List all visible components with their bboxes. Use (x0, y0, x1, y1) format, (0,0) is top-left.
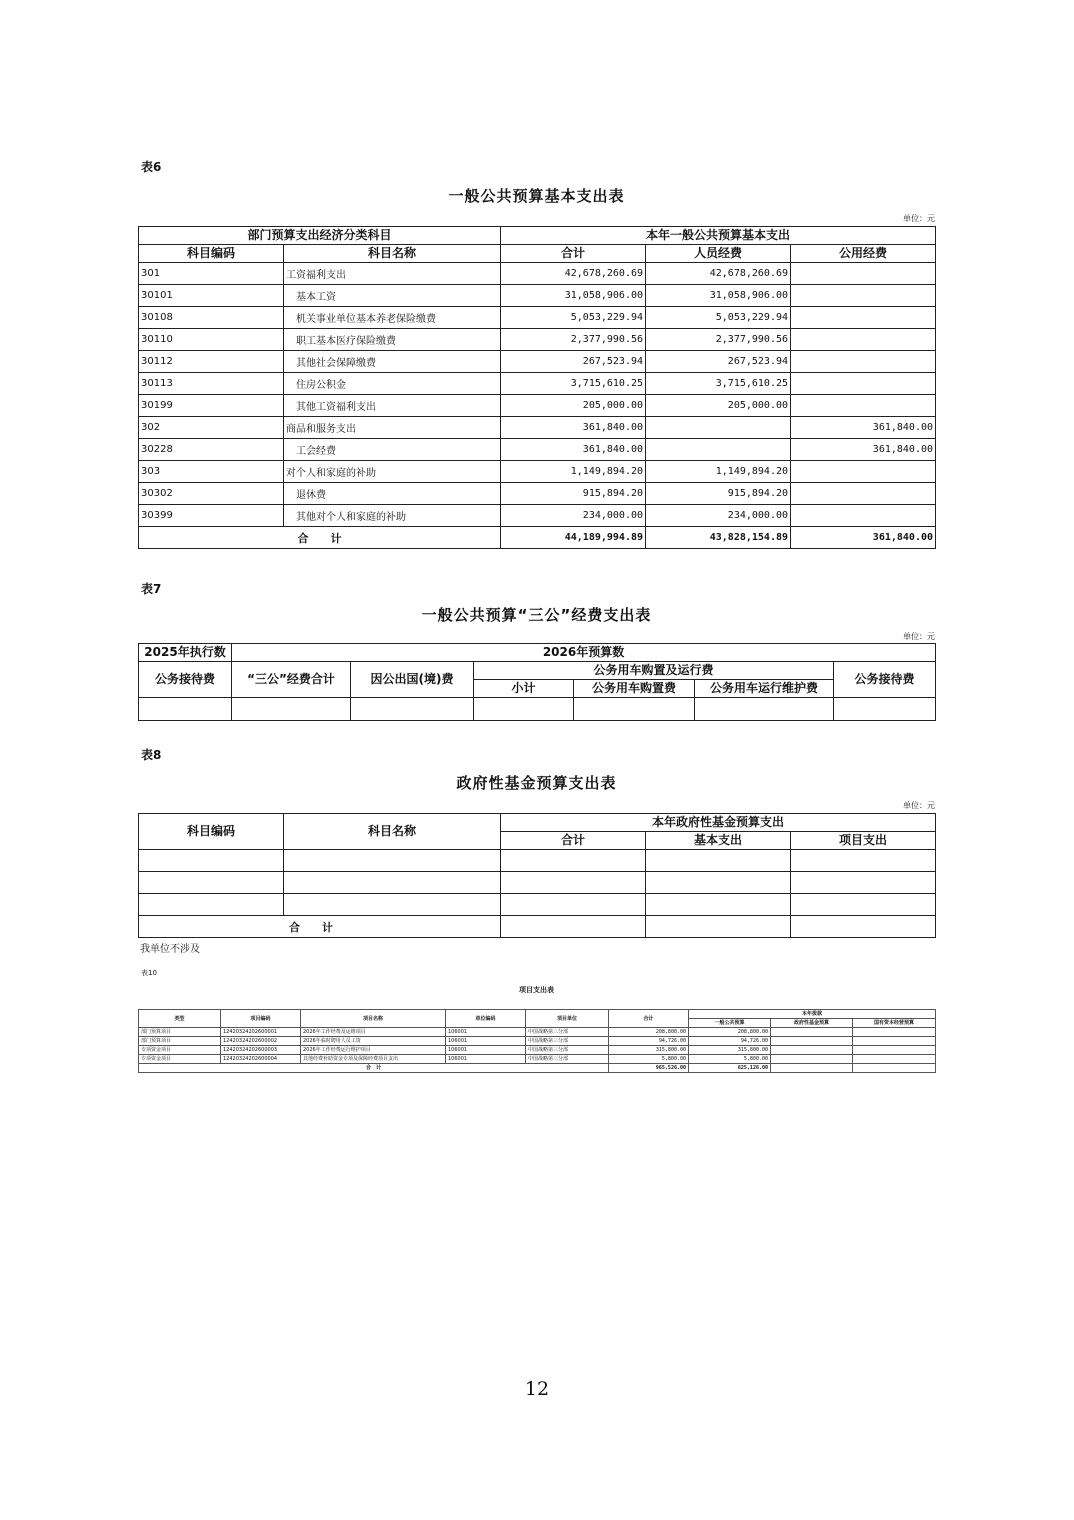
table6-cell-code: 30399 (139, 505, 284, 527)
table6-row (139, 329, 936, 351)
table9-cell-state-capital (853, 1055, 936, 1064)
table6-cell-public (791, 263, 936, 285)
table6-row (139, 505, 936, 527)
table9-cell-proj-code: 12420324202600002 (221, 1037, 301, 1046)
table9-col-unit-code: 单位编码 (446, 1010, 526, 1028)
table9-col-type: 类型 (139, 1010, 221, 1028)
table6-cell-personnel: 267,523.94 (646, 351, 791, 373)
table8-empty-row (139, 872, 936, 894)
table9-row (139, 1037, 936, 1046)
table9-col-general: 一般公共预算 (689, 1019, 771, 1028)
table9-cell-proj-code: 12420324202600004 (221, 1055, 301, 1064)
table6-cell-code: 30101 (139, 285, 284, 307)
table9-cell-unit-code: 106001 (446, 1055, 526, 1064)
table9-cell-unit-name: 中国战略第三分部 (526, 1028, 609, 1037)
table6-cell-public: 361,840.00 (791, 417, 936, 439)
table6-total-personnel: 43,828,154.89 (646, 527, 791, 549)
table9-col-proj-name: 项目名称 (301, 1010, 446, 1028)
table9-cell-unit-name: 中国战略第三分部 (526, 1046, 609, 1055)
table9-col-total: 合计 (609, 1010, 689, 1028)
table6-col-personnel: 人员经费 (646, 245, 791, 263)
table9 (138, 1009, 936, 1073)
table9-col-gov-fund: 政府性基金预算 (771, 1019, 853, 1028)
table6-unit: 单位：元 (903, 214, 935, 223)
table6-cell-public (791, 307, 936, 329)
table6-cell-personnel: 915,894.20 (646, 483, 791, 505)
table8-note: 我单位不涉及 (140, 944, 200, 955)
table6-cell-code: 30108 (139, 307, 284, 329)
table9-cell-proj-name: 2026年临时聘用人员工资 (301, 1037, 446, 1046)
table9-cell-total: 94,726.00 (609, 1037, 689, 1046)
table9-cell-type: 专项资金项目 (139, 1046, 221, 1055)
table9-row (139, 1046, 936, 1055)
table9-cell-proj-name: 2026年工作经费及运维项目 (301, 1028, 446, 1037)
table8-col-code: 科目编码 (139, 814, 284, 850)
table6-col-total: 合计 (501, 245, 646, 263)
table6-cell-total: 3,715,610.25 (501, 373, 646, 395)
table8-empty-row (139, 850, 936, 872)
table6-total-label: 合 计 (139, 527, 501, 549)
table6-cell-code: 303 (139, 461, 284, 483)
table7 (138, 643, 936, 721)
table6-cell-total: 267,523.94 (501, 351, 646, 373)
table6-cell-name: 机关事业单位基本养老保险缴费 (284, 307, 501, 329)
table9-cell-proj-name: 其他经费补助资金专项及保障经费项目支出 (301, 1055, 446, 1064)
table6-cell-public (791, 351, 936, 373)
table6-cell-personnel: 3,715,610.25 (646, 373, 791, 395)
table6-label: 表6 (141, 160, 162, 174)
table6-title: 一般公共预算基本支出表 (448, 187, 625, 205)
table6-cell-personnel: 31,058,906.00 (646, 285, 791, 307)
table6-total-total: 44,189,994.89 (501, 527, 646, 549)
table9-cell-state-capital (853, 1028, 936, 1037)
table6-cell-public (791, 505, 936, 527)
table6-cell-public (791, 395, 936, 417)
table6-cell-name: 对个人和家庭的补助 (284, 461, 501, 483)
table6 (138, 226, 936, 549)
table9-cell-state-capital (853, 1037, 936, 1046)
table6-cell-personnel (646, 439, 791, 461)
table6-row (139, 439, 936, 461)
table9-cell-unit-name: 中国战略第三分部 (526, 1037, 609, 1046)
table9-cell-total: 315,800.00 (609, 1046, 689, 1055)
table9-cell-type: 专项资金项目 (139, 1055, 221, 1064)
table6-cell-name: 其他社会保障缴费 (284, 351, 501, 373)
table7-col-vehicle-group: 公务用车购置及运行费 (474, 662, 834, 680)
table6-row (139, 461, 936, 483)
table6-group-left: 部门预算支出经济分类科目 (139, 227, 501, 245)
table9-cell-total: 208,800.00 (609, 1028, 689, 1037)
table8-total-label: 合 计 (139, 916, 501, 938)
table9-cell-proj-code: 12420324202600001 (221, 1028, 301, 1037)
table6-cell-name: 工资福利支出 (284, 263, 501, 285)
table6-cell-total: 361,840.00 (501, 439, 646, 461)
table9-cell-gov-fund (771, 1037, 853, 1046)
table6-row (139, 395, 936, 417)
table6-cell-total: 361,840.00 (501, 417, 646, 439)
table6-row (139, 351, 936, 373)
table6-cell-personnel (646, 417, 791, 439)
table6-cell-name: 基本工资 (284, 285, 501, 307)
table6-cell-personnel: 234,000.00 (646, 505, 791, 527)
table6-col-code: 科目编码 (139, 245, 284, 263)
table9-cell-general: 315,800.00 (689, 1046, 771, 1055)
table6-col-name: 科目名称 (284, 245, 501, 263)
table7-col-sangong-total: “三公”经费合计 (232, 662, 351, 698)
table6-cell-public (791, 483, 936, 505)
table6-cell-total: 2,377,990.56 (501, 329, 646, 351)
table7-col-reception-right: 公务接待费 (834, 662, 936, 698)
table6-cell-total: 5,053,229.94 (501, 307, 646, 329)
table9-cell-gov-fund (771, 1028, 853, 1037)
table6-cell-personnel: 2,377,990.56 (646, 329, 791, 351)
table7-col-vehicle-purchase: 公务用车购置费 (574, 680, 695, 698)
table7-year-exec: 2025年执行数 (139, 644, 232, 662)
page-number: 12 (524, 1378, 550, 1400)
table6-cell-total: 42,678,260.69 (501, 263, 646, 285)
table6-total-public: 361,840.00 (791, 527, 936, 549)
table6-cell-personnel: 5,053,229.94 (646, 307, 791, 329)
table8-label: 表8 (141, 748, 162, 762)
table9-row (139, 1055, 936, 1064)
table9-cell-unit-code: 106001 (446, 1028, 526, 1037)
table7-col-abroad: 因公出国(境)费 (351, 662, 474, 698)
table7-col-subtotal: 小计 (474, 680, 574, 698)
table7-empty-row (139, 698, 936, 721)
table6-cell-total: 205,000.00 (501, 395, 646, 417)
table6-cell-public (791, 329, 936, 351)
table6-row (139, 263, 936, 285)
table6-row (139, 417, 936, 439)
table6-cell-name: 退休费 (284, 483, 501, 505)
table8-col-name: 科目名称 (284, 814, 501, 850)
table9-row (139, 1028, 936, 1037)
table6-cell-code: 30228 (139, 439, 284, 461)
table6-cell-code: 302 (139, 417, 284, 439)
table6-cell-total: 1,149,894.20 (501, 461, 646, 483)
table6-cell-code: 30113 (139, 373, 284, 395)
table7-title: 一般公共预算“三公”经费支出表 (421, 606, 652, 624)
table6-cell-public (791, 461, 936, 483)
table6-cell-total: 915,894.20 (501, 483, 646, 505)
table9-cell-general: 5,800.00 (689, 1055, 771, 1064)
table6-cell-code: 30302 (139, 483, 284, 505)
table8-empty-row (139, 894, 936, 916)
table6-row (139, 307, 936, 329)
table7-col-vehicle-maint: 公务用车运行维护费 (695, 680, 834, 698)
table7-label: 表7 (141, 582, 162, 596)
table6-cell-personnel: 205,000.00 (646, 395, 791, 417)
table7-unit: 单位：元 (903, 632, 935, 641)
table9-cell-general: 208,800.00 (689, 1028, 771, 1037)
table6-cell-code: 301 (139, 263, 284, 285)
table9-cell-gov-fund (771, 1046, 853, 1055)
table8-group-right: 本年政府性基金预算支出 (501, 814, 936, 832)
table6-cell-name: 其他对个人和家庭的补助 (284, 505, 501, 527)
table8-col-total: 合计 (501, 832, 646, 850)
table8 (138, 813, 936, 938)
table6-cell-total: 31,058,906.00 (501, 285, 646, 307)
table7-year-budget: 2026年预算数 (232, 644, 936, 662)
table6-col-public: 公用经费 (791, 245, 936, 263)
table7-col-reception-left: 公务接待费 (139, 662, 232, 698)
table6-cell-code: 30110 (139, 329, 284, 351)
table6-row (139, 285, 936, 307)
table9-total-label: 合 计 (139, 1064, 609, 1073)
table9-cell-proj-name: 2026年工作经费运行维护项目 (301, 1046, 446, 1055)
table6-row (139, 483, 936, 505)
table8-col-project: 项目支出 (791, 832, 936, 850)
table9-total-total: 965,526.00 (609, 1064, 689, 1073)
table9-title: 项目支出表 (519, 986, 554, 994)
table6-cell-personnel: 42,678,260.69 (646, 263, 791, 285)
table6-cell-code: 30199 (139, 395, 284, 417)
table9-col-proj-code: 项目编码 (221, 1010, 301, 1028)
table6-cell-code: 30112 (139, 351, 284, 373)
table6-cell-name: 职工基本医疗保险缴费 (284, 329, 501, 351)
table9-cell-general: 94,726.00 (689, 1037, 771, 1046)
table6-cell-name: 住房公积金 (284, 373, 501, 395)
table8-title: 政府性基金预算支出表 (456, 774, 617, 792)
table9-group-right: 本年拨款 (689, 1010, 936, 1019)
table6-cell-public: 361,840.00 (791, 439, 936, 461)
table6-cell-public (791, 285, 936, 307)
table9-cell-unit-code: 106001 (446, 1046, 526, 1055)
table9-cell-type: 部门预算项目 (139, 1037, 221, 1046)
table6-cell-personnel: 1,149,894.20 (646, 461, 791, 483)
table9-cell-state-capital (853, 1046, 936, 1055)
table9-cell-proj-code: 12420324202600003 (221, 1046, 301, 1055)
table6-cell-public (791, 373, 936, 395)
table9-cell-total: 5,800.00 (609, 1055, 689, 1064)
table9-cell-unit-code: 106001 (446, 1037, 526, 1046)
table9-col-unit-name: 项目单位 (526, 1010, 609, 1028)
table9-cell-unit-name: 中国战略第三分部 (526, 1055, 609, 1064)
table8-col-basic: 基本支出 (646, 832, 791, 850)
table8-unit: 单位：元 (903, 801, 935, 810)
table9-cell-type: 部门预算项目 (139, 1028, 221, 1037)
table6-cell-name: 其他工资福利支出 (284, 395, 501, 417)
table9-col-state-capital: 国有资本经营预算 (853, 1019, 936, 1028)
table9-label: 表10 (141, 969, 157, 977)
table9-cell-gov-fund (771, 1055, 853, 1064)
table6-cell-name: 工会经费 (284, 439, 501, 461)
table6-cell-total: 234,000.00 (501, 505, 646, 527)
table6-group-right: 本年一般公共预算基本支出 (501, 227, 936, 245)
table9-total-general: 625,126.00 (689, 1064, 771, 1073)
table6-row (139, 373, 936, 395)
table6-cell-name: 商品和服务支出 (284, 417, 501, 439)
